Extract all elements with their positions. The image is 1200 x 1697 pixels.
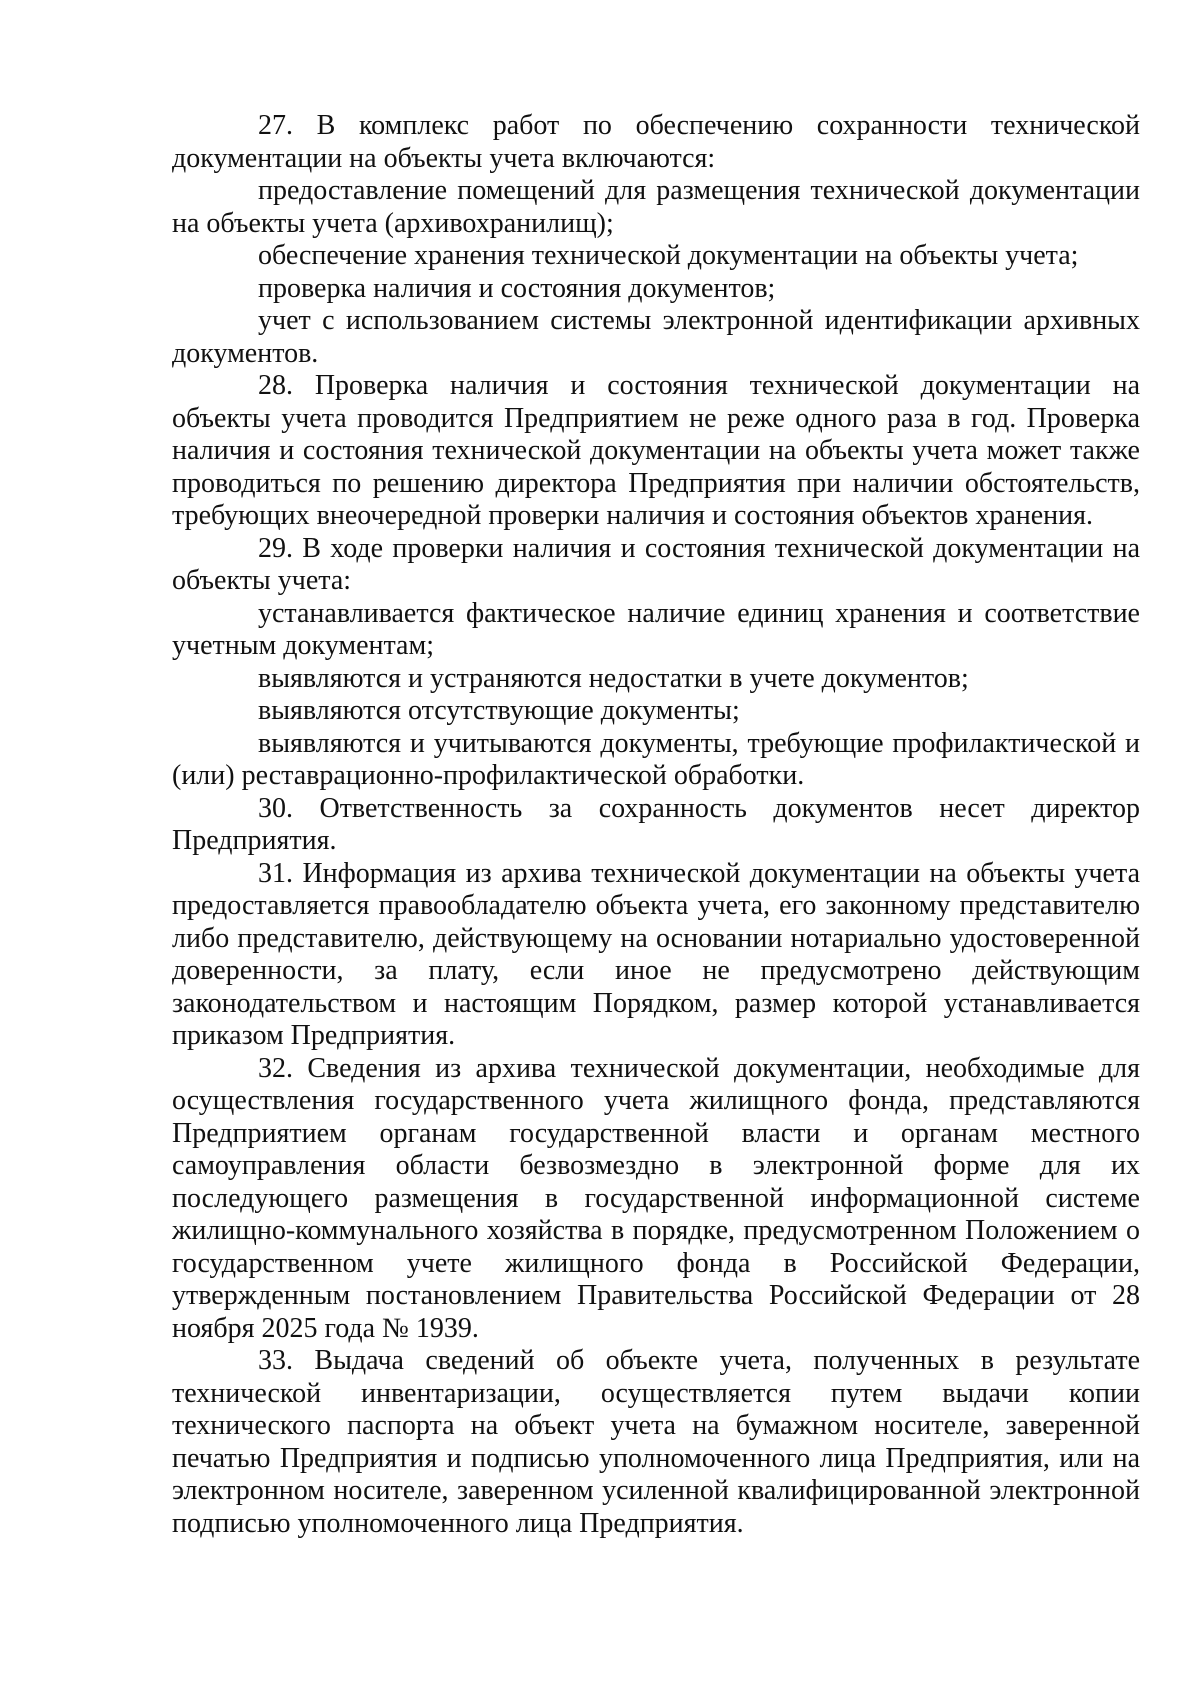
paragraph-32: 32. Сведения из архива технической документации, необходимые для осуществления государственного учета жилищного фонда, представляются Предприятием органам государственной власти и органам местного самоуправления области безвозмездно в электронной форме для их последующего размещения в государственной информационной системе жилищно-коммунального хозяйства в порядке, предусмотренном Положением о государственном учете жилищного фонда в Российской Федерации, утвержденным постановлением Правительства Российской Федерации от 28 ноября 2025 года № 1939. xyxy=(172,1052,1140,1344)
paragraph-28: 28. Проверка наличия и состояния технической документации на объекты учета проводится Предприятием не реже одного раза в год. Проверка наличия и состояния технической документации на объекты учета может также проводиться по решению директора Предприятия при наличии обстоятельств, требующих внеочередной проверки наличия и состояния объектов хранения. xyxy=(172,370,1140,531)
list-item-deficiencies: выявляются и устраняются недостатки в учете документов; xyxy=(258,662,969,694)
paragraph-31: 31. Информация из архива технической документации на объекты учета предоставляется правообладателю объекта учета, его законному представителю либо представителю, действующему на основании нотариально удостоверенной доверенности, за плату, если иное не предусмотрено действующим законодательством и настоящим Порядком, размер которой устанавливается приказом Предприятия. xyxy=(172,857,1140,1051)
list-item-check: проверка наличия и состояния документов; xyxy=(258,272,776,304)
list-item-actual-presence: устанавливается фактическое наличие единиц хранения и соответствие учетным документам; xyxy=(172,597,1140,661)
paragraph-30: 30. Ответственность за сохранность документов несет директор Предприятия. xyxy=(172,792,1140,856)
list-item-treatment: выявляются и учитываются документы, требующие профилактической и (или) реставрационно-профилактической обработки. xyxy=(172,727,1140,791)
paragraph-27: 27. В комплекс работ по обеспечению сохранности технической документации на объекты учета включаются: xyxy=(172,110,1140,174)
paragraph-29: 29. В ходе проверки наличия и состояния технической документации на объекты учета: xyxy=(172,532,1140,596)
list-item-missing: выявляются отсутствующие документы; xyxy=(258,695,740,726)
document-page xyxy=(172,110,1140,1540)
list-item-storage: обеспечение хранения технической документации на объекты учета; xyxy=(258,240,1079,271)
paragraph-33: 33. Выдача сведений об объекте учета, полученных в результате технической инвентаризации, осуществляется путем выдачи копии технического паспорта на объект учета на бумажном носителе, заверенной печатью Предприятия и подписью уполномоченного лица Предприятия, или на электронном носителе, заверенном усиленной квалифицированной электронной подписью уполномоченного лица Предприятия. xyxy=(172,1345,1140,1539)
list-item-accounting: учет с использованием системы электронной идентификации архивных документов. xyxy=(172,305,1140,369)
list-item-premises: предоставление помещений для размещения технической документации на объекты учета (архивохранилищ); xyxy=(172,175,1140,239)
